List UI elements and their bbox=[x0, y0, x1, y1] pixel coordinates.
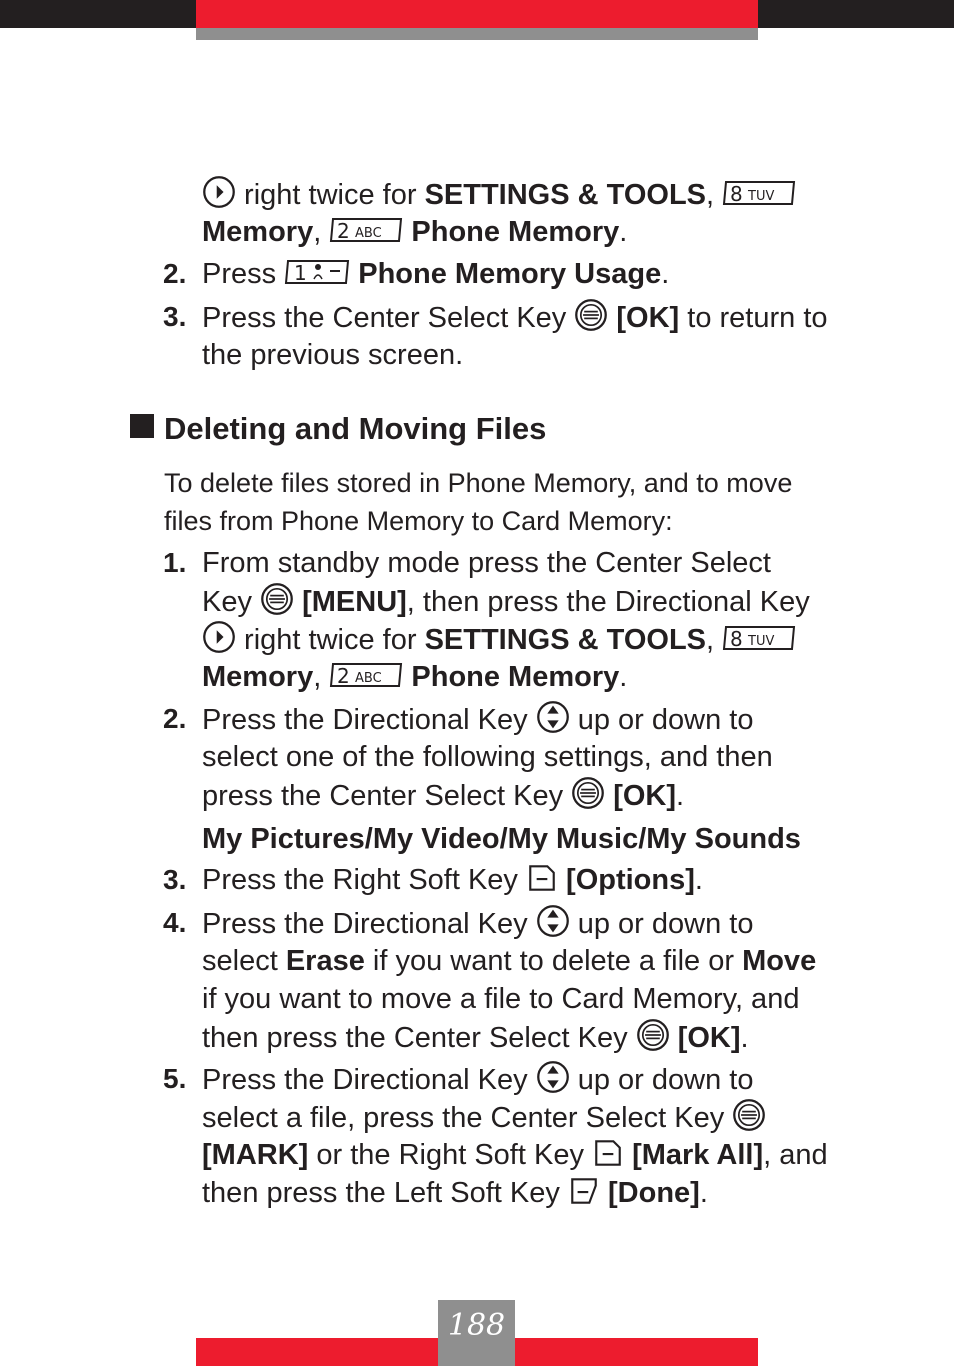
text-line bbox=[202, 861, 703, 899]
text-line bbox=[202, 213, 627, 251]
text-run: . bbox=[676, 780, 685, 812]
text-line bbox=[202, 1098, 766, 1137]
menu-name: Memory bbox=[202, 216, 314, 248]
text-line bbox=[202, 658, 627, 696]
key-2abc-icon bbox=[329, 659, 403, 691]
text-run: or the Right Soft Key bbox=[308, 1139, 593, 1171]
text-line: From standby mode press the Center Select bbox=[202, 547, 771, 579]
intro-text: files from Phone Memory to Card Memory: bbox=[164, 506, 673, 536]
text-run: , and bbox=[763, 1139, 828, 1171]
text-run: , bbox=[313, 216, 330, 248]
directional-updown-icon bbox=[536, 904, 570, 938]
step-number: 3. bbox=[163, 301, 187, 332]
step-number: 4. bbox=[163, 907, 187, 938]
text-line bbox=[202, 255, 669, 293]
option-name: Move bbox=[742, 945, 817, 977]
text-line bbox=[202, 776, 684, 815]
text-line bbox=[202, 904, 753, 943]
text-line bbox=[202, 700, 753, 739]
menu-name: SETTINGS & TOOLS bbox=[424, 179, 706, 211]
step-number: 1. bbox=[163, 547, 187, 578]
text-line bbox=[202, 1018, 749, 1057]
text-run: up or down to bbox=[569, 704, 754, 736]
text-run: select bbox=[202, 945, 286, 977]
text-run: Press bbox=[202, 258, 285, 290]
center-select-icon bbox=[732, 1098, 766, 1132]
key-label: [OK] bbox=[669, 1022, 741, 1054]
right-soft-key-icon bbox=[592, 1137, 624, 1169]
key-label: [OK] bbox=[608, 302, 680, 334]
menu-name: Phone Memory bbox=[403, 216, 620, 248]
text-run: . bbox=[740, 1022, 749, 1054]
page-number: 188 bbox=[447, 1308, 506, 1343]
menu-name: Memory bbox=[202, 661, 314, 693]
text-line bbox=[202, 298, 828, 337]
center-select-icon bbox=[636, 1018, 670, 1052]
text-run: Press the Directional Key bbox=[202, 1064, 536, 1096]
key-8tuv-icon bbox=[722, 622, 796, 654]
text-run: up or down to bbox=[569, 908, 754, 940]
text-run: to return to bbox=[679, 302, 828, 334]
key-8tuv-icon bbox=[722, 177, 796, 209]
text-line bbox=[202, 1136, 828, 1174]
text-line bbox=[202, 1060, 753, 1099]
top-bar-right bbox=[758, 0, 954, 28]
top-bar-red bbox=[196, 0, 758, 28]
step-number: 3. bbox=[163, 864, 187, 895]
directional-updown-icon bbox=[536, 1060, 570, 1094]
text-line bbox=[202, 620, 796, 659]
settings-options: My Pictures/My Video/My Music/My Sounds bbox=[202, 823, 801, 855]
text-run: . bbox=[619, 216, 628, 248]
directional-right-icon bbox=[202, 620, 236, 654]
text-run: up or down to bbox=[569, 1064, 754, 1096]
text-run: . bbox=[694, 864, 703, 896]
text-run: press the Center Select Key bbox=[202, 780, 572, 812]
text-run: right twice for bbox=[236, 179, 425, 211]
text-run: if you want to delete a file or bbox=[364, 945, 743, 977]
text-line bbox=[202, 175, 796, 214]
center-select-icon bbox=[574, 298, 608, 332]
text-run: right twice for bbox=[236, 624, 425, 656]
text-run: . bbox=[661, 258, 670, 290]
text-run: Press the Right Soft Key bbox=[202, 864, 526, 896]
text-line bbox=[202, 582, 810, 621]
key-2abc-icon bbox=[329, 214, 403, 246]
step-number: 2. bbox=[163, 258, 187, 289]
key-label: [Done] bbox=[599, 1177, 700, 1209]
menu-name: Phone Memory bbox=[403, 661, 620, 693]
menu-name: SETTINGS & TOOLS bbox=[424, 624, 706, 656]
text-line bbox=[202, 942, 816, 980]
step-number: 5. bbox=[163, 1063, 187, 1094]
text-line: select one of the following settings, and then bbox=[202, 741, 773, 773]
text-run: Press the Directional Key bbox=[202, 908, 536, 940]
text-run: Key bbox=[202, 586, 261, 618]
text-run: , bbox=[706, 624, 723, 656]
text-run: Press the Center Select Key bbox=[202, 302, 575, 334]
text-run: then press the Left Soft Key bbox=[202, 1177, 568, 1209]
option-name: Erase bbox=[285, 945, 365, 977]
key-label: [Mark All] bbox=[624, 1139, 764, 1171]
center-select-icon bbox=[571, 776, 605, 810]
text-line: if you want to move a file to Card Memory, and bbox=[202, 983, 800, 1015]
key-label: [MENU] bbox=[294, 586, 407, 618]
section-title: Deleting and Moving Files bbox=[164, 411, 547, 446]
text-run: , then press the Directional Key bbox=[406, 586, 810, 618]
text-run: . bbox=[699, 1177, 708, 1209]
section-marker bbox=[130, 414, 154, 438]
text-run: then press the Center Select Key bbox=[202, 1022, 636, 1054]
key-1-icon bbox=[284, 256, 350, 288]
top-bar-gray-strip bbox=[196, 28, 758, 40]
right-soft-key-icon bbox=[526, 862, 558, 894]
text-run: select a file, press the Center Select Key bbox=[202, 1102, 733, 1134]
center-select-icon bbox=[260, 582, 294, 616]
text-line bbox=[202, 1174, 708, 1212]
left-soft-key-icon bbox=[568, 1175, 600, 1207]
key-label: [Options] bbox=[557, 864, 695, 896]
key-label: [MARK] bbox=[202, 1139, 309, 1171]
menu-name: Phone Memory Usage bbox=[350, 258, 662, 290]
key-label: [OK] bbox=[605, 780, 677, 812]
text-run: , bbox=[313, 661, 330, 693]
top-bar-left bbox=[0, 0, 196, 28]
directional-right-icon bbox=[202, 175, 236, 209]
intro-text: To delete files stored in Phone Memory, and to move bbox=[164, 468, 793, 498]
text-run: . bbox=[619, 661, 628, 693]
text-line: the previous screen. bbox=[202, 339, 464, 371]
text-run: Press the Directional Key bbox=[202, 704, 536, 736]
directional-updown-icon bbox=[536, 700, 570, 734]
text-run: , bbox=[706, 179, 723, 211]
step-number: 2. bbox=[163, 703, 187, 734]
